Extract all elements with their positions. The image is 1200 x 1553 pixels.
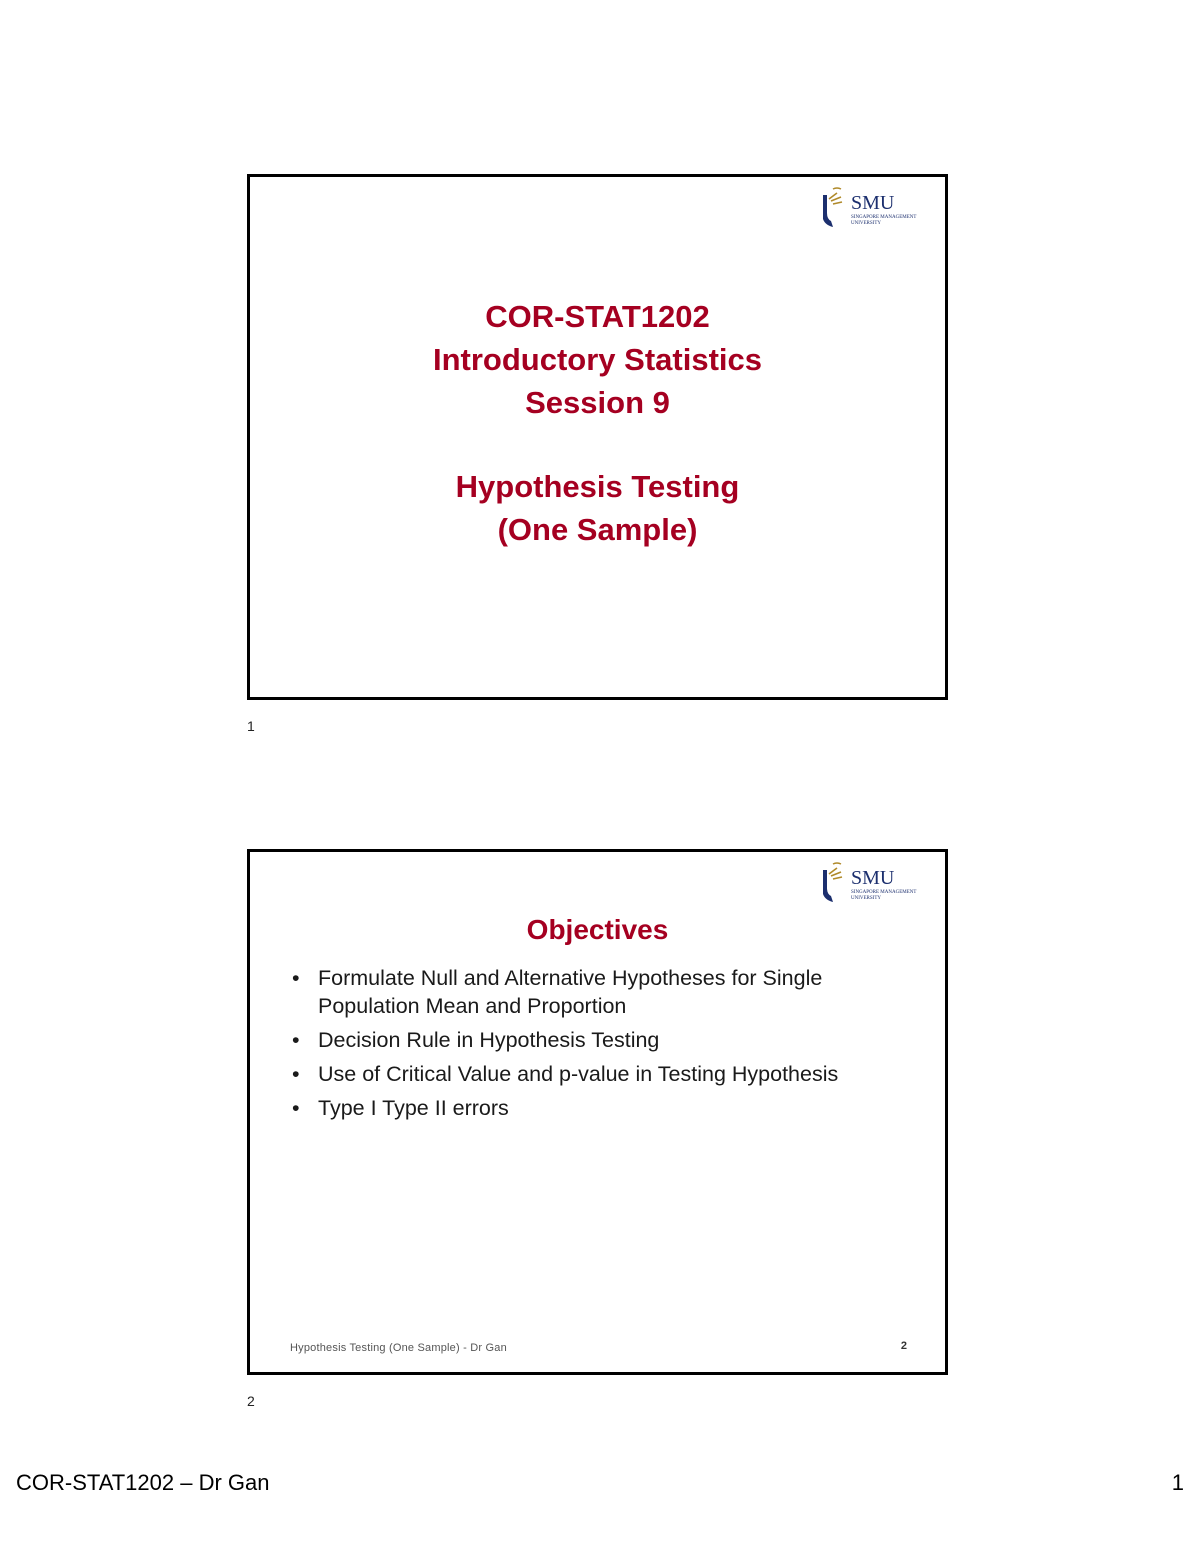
list-item: • Formulate Null and Alternative Hypotheses for Single Population Mean and Proportion [292,966,823,1018]
list-item: • Decision Rule in Hypothesis Testing [292,1028,660,1052]
slide-footer-text: Hypothesis Testing (One Sample) - Dr Gan [290,1342,507,1354]
slide-2-heading: Objectives [526,914,669,945]
svg-text:SMU: SMU [851,867,895,889]
subtitle-line-topic: Hypothesis Testing [455,469,740,504]
svg-text:SINGAPORE MANAGEMENT: SINGAPORE MANAGEMENT [851,890,917,895]
bullet-icon: • [292,1062,300,1086]
slide-1-number: 1 [247,718,255,734]
slide-2 [247,849,948,1375]
subtitle-line-scope: (One Sample) [497,512,698,547]
title-line-session: Session 9 [525,385,670,420]
svg-text:UNIVERSITY: UNIVERSITY [851,221,881,226]
list-item: • Type I Type II errors [292,1096,509,1120]
svg-text:SINGAPORE MANAGEMENT: SINGAPORE MANAGEMENT [851,215,917,220]
bullet-icon: • [292,966,300,990]
slide-footer-number: 2 [900,1340,907,1352]
slide-2-number: 2 [247,1393,255,1409]
svg-text:UNIVERSITY: UNIVERSITY [851,896,881,901]
objectives-list [288,964,905,1128]
list-item: • Use of Critical Value and p-value in Testing Hypothesis [292,1062,839,1086]
page-number: 1 [1171,1470,1184,1495]
title-line-course-name: Introductory Statistics [433,342,762,377]
title-line-course-code: COR-STAT1202 [485,299,710,334]
slide-1 [247,174,948,700]
page-footer-course: COR-STAT1202 – Dr Gan [16,1470,270,1495]
bullet-icon: • [292,1096,300,1120]
smu-logo-icon [815,185,933,233]
bullet-icon: • [292,1028,300,1052]
slide-1-title [250,295,945,551]
svg-text:SMU: SMU [851,192,895,214]
smu-logo-icon [815,860,933,908]
